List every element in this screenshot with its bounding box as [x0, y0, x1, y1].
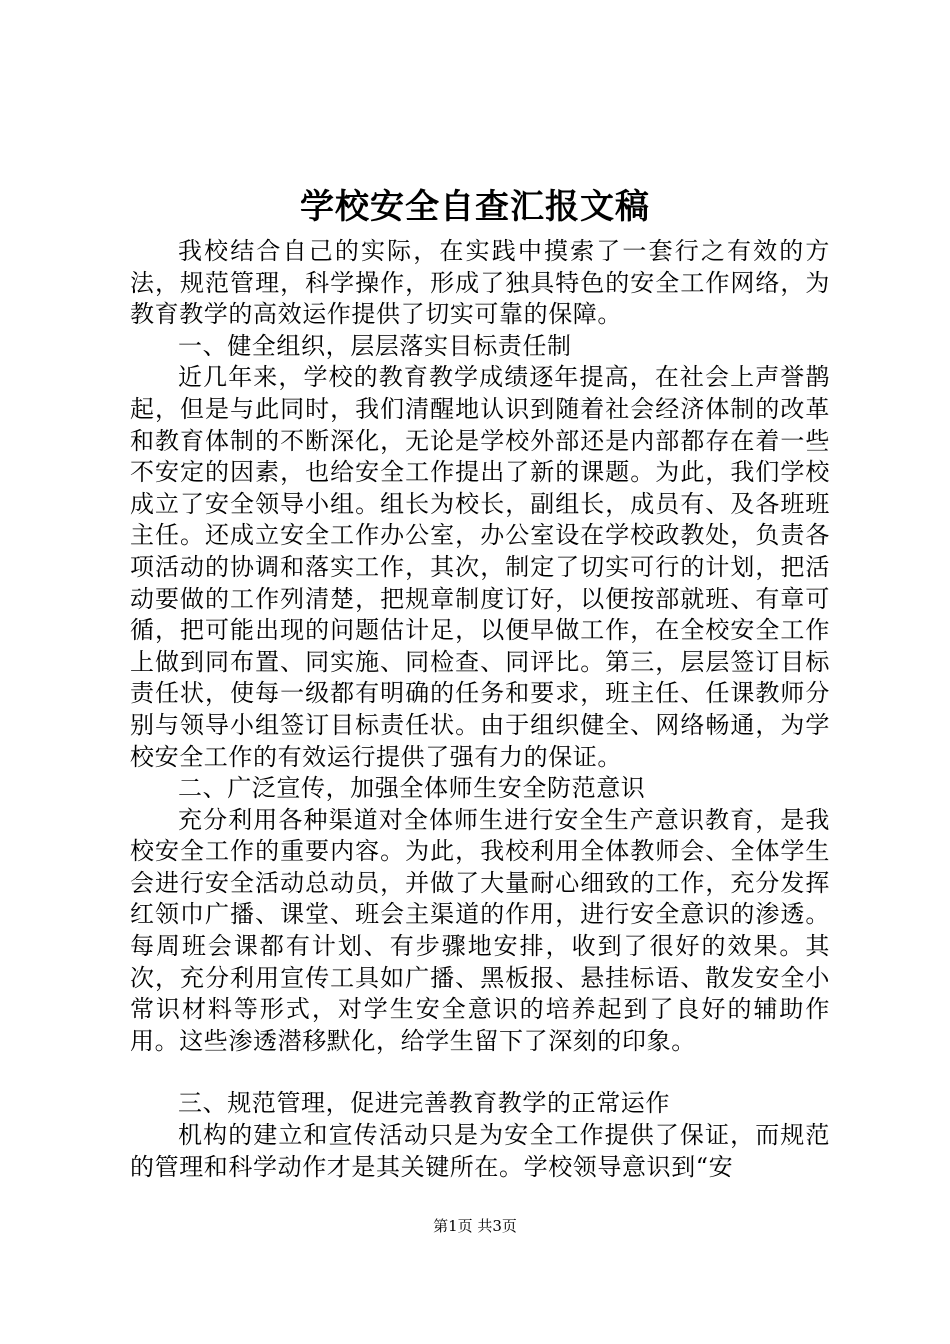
section-heading-3: 三、规范管理，促进完善教育教学的正常运作 — [178, 1089, 670, 1118]
intro-paragraph: 我校结合自己的实际，在实践中摸索了一套行之有效的方法，规范管理，科学操作，形成了独具特色的安全工作网络，为教育教学的高效运作提供了切实可靠的保障。 — [130, 237, 830, 329]
section-2-paragraph: 充分利用各种渠道对全体师生进行安全生产意识教育，是我校安全工作的重要内容。为此，我校利用全体教师会、全体学生会进行安全活动总动员，并做了大量耐心细致的工作，充分发挥红领巾广播、课堂、班会主渠道的作用，进行安全意识的渗透。每周班会课都有计划、有步骤地安排，收到了很好的效果。其次，充分利用宣传工具如广播、黑板报、悬挂标语、散发安全小常识材料等形式，对学生安全意识的培养起到了良好的辅助作用。这些渗透潜移默化，给学生留下了深刻的印象。 — [130, 805, 830, 1055]
section-heading-2: 二、广泛宣传，加强全体师生安全防范意识 — [178, 774, 646, 803]
page-number-footer: 第1页 共3页 — [433, 1217, 517, 1235]
section-heading-1: 一、健全组织，层层落实目标责任制 — [178, 331, 572, 360]
document-body — [130, 236, 830, 1183]
paragraph-spacer — [130, 1057, 830, 1088]
document-title: 学校安全自查汇报文稿 — [300, 187, 650, 227]
section-1-paragraph: 近几年来，学校的教育教学成绩逐年提高，在社会上声誉鹊起，但是与此同时，我们清醒地认识到随着社会经济体制的改革和教育体制的不断深化，无论是学校外部还是内部都存在着一些不安定的因素，也给安全工作提出了新的课题。为此，我们学校成立了安全领导小组。组长为校长，副组长，成员有、及各班班主任。还成立安全工作办公室，办公室设在学校政教处，负责各项活动的协调和落实工作，其次，制定了切实可行的计划，把活动要做的工作列清楚，把规章制度订好，以便按部就班、有章可循，把可能出现的问题估计足，以便早做工作，在全校安全工作上做到同布置、同实施、同检查、同评比。第三，层层签订目标责任状，使每一级都有明确的任务和要求，班主任、任课教师分别与领导小组签订目标责任状。由于组织健全、网络畅通，为学校安全工作的有效运行提供了强有力的保证。 — [130, 363, 830, 771]
section-3-paragraph: 机构的建立和宣传活动只是为安全工作提供了保证，而规范的管理和科学动作才是其关键所在。学校领导意识到“安 — [130, 1121, 830, 1181]
